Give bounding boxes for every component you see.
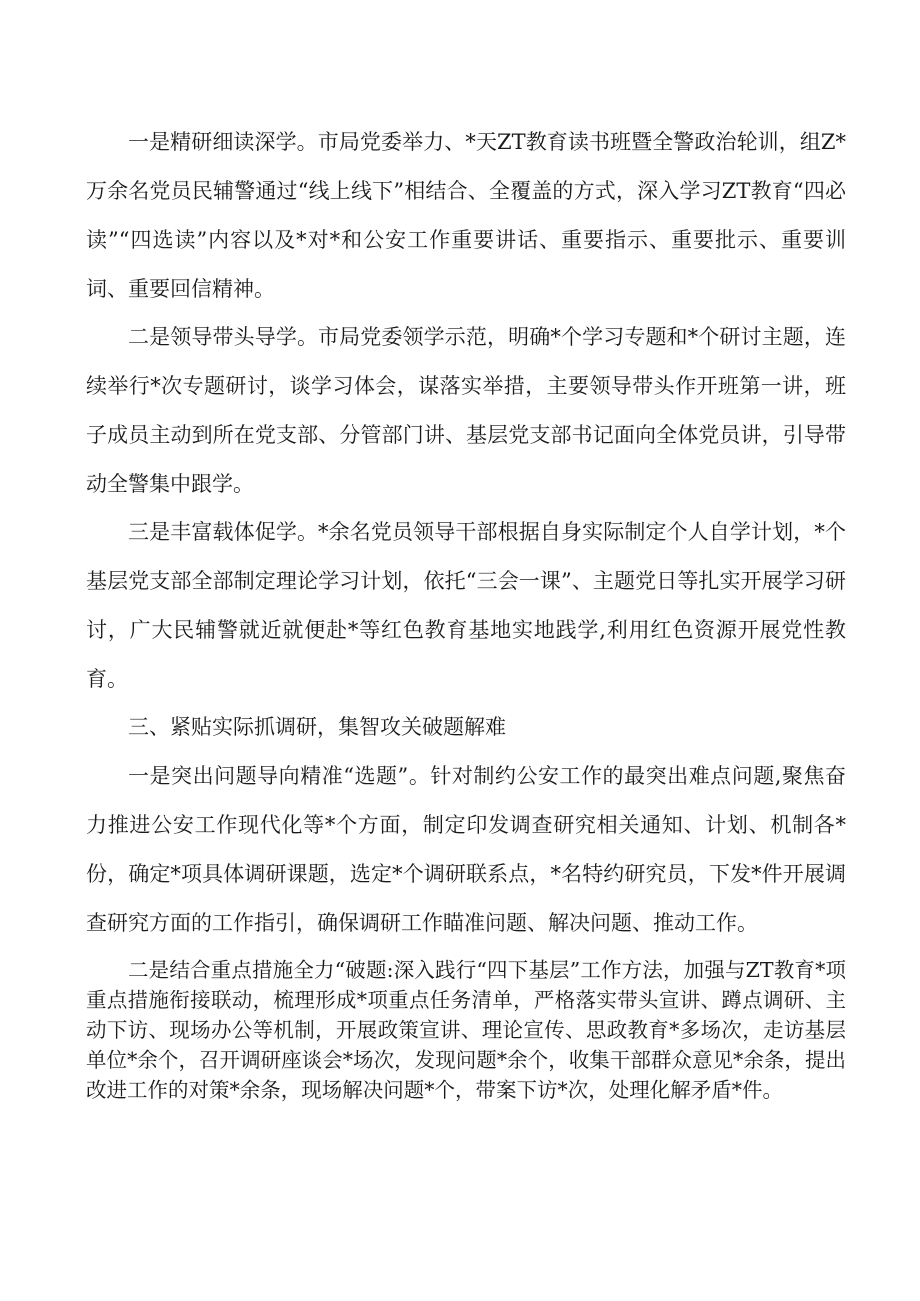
paragraph-study-deep: 一是精研细读深学。市局党委举力、*天ZT教育读书班暨全警政治轮训，组Z*万余名党员民辅警通过“线上线下”相结合、全覆盖的方式，深入学习ZT教育“四必读”“四选读”内容以及*对*和公安工作重要讲话、重要指示、重要批示、重要训词、重要回信精神。 [86,130,846,301]
paragraph-carrier-promote: 三是丰富载体促学。*余名党员领导干部根据自身实际制定个人自学计划，*个基层党支部全部制定理论学习计划，依托“三会一课”、主题党日等扎实开展学习研讨，广大民辅警就近就便赴*等红色教育基地实地践学,利用红色资源开展党性教育。 [86,520,846,691]
paragraph-leadership-guide: 二是领导带头导学。市局党委领学示范，明确*个学习专题和*个研讨主题，连续举行*次专题研讨，谈学习体会，谋落实举措，主要领导带头作开班第一讲，班子成员主动到所在党支部、分管部门讲、基层党支部书记面向全体党员讲，引导带动全警集中跟学。 [86,325,846,496]
paragraph-problem-oriented: 一是突出问题导向精准“选题”。针对制约公安工作的最突出难点问题,聚焦奋力推进公安工作现代化等*个方面，制定印发调查研究相关通知、计划、机制各*份，确定*项具体调研课题，选定*个调研联系点，*名特约研究员，下发*件开展调查研究方面的工作指引，确保调研工作瞄准问题、解决问题、推动工作。 [86,764,846,935]
section-heading-research: 三、紧贴实际抓调研，集智攻关破题解难 [128,715,506,739]
paragraph-key-measures: 二是结合重点措施全力“破题:深入践行“四下基层”工作方法，加强与ZT教育*项重点措施衔接联动，梳理形成*项重点任务清单，严格落实带头宣讲、蹲点调研、主动下访、现场办公等机制，开展政策宣讲、理论宣传、思政教育*多场次，走访基层单位*余个，召开调研座谈会*场次，发现问题*余个，收集干部群众意见*余条，提出改进工作的对策*余条，现场解决问题*个，带案下访*次，处理化解矛盾*件。 [86,958,846,1102]
